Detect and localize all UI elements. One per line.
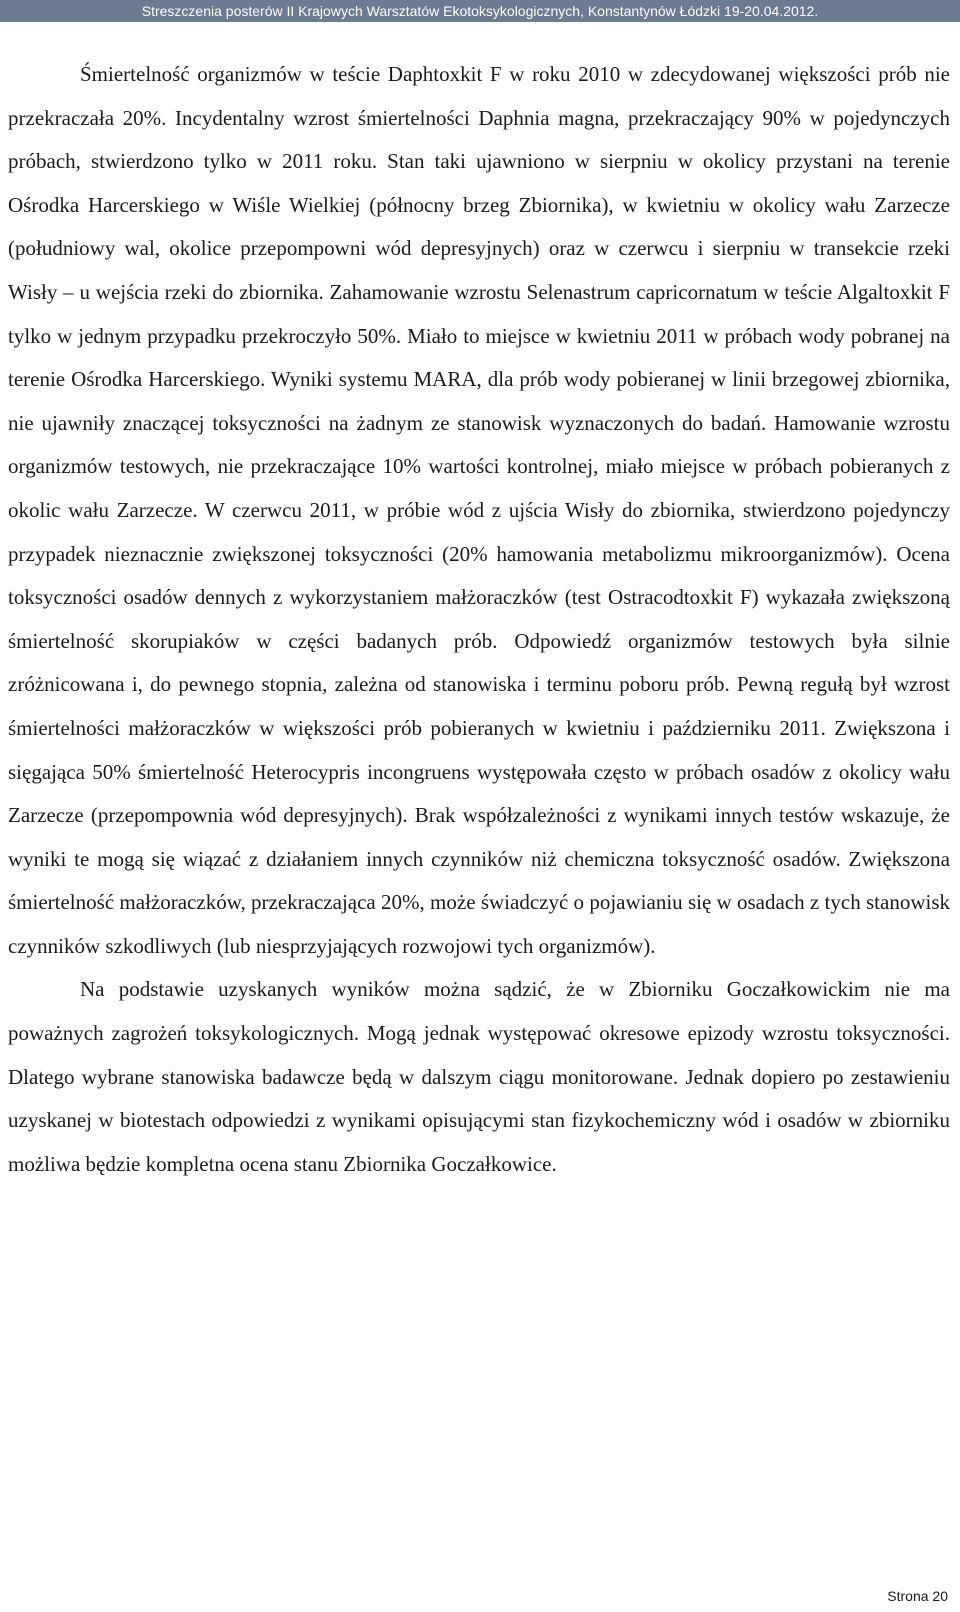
- running-header: Streszczenia posterów II Krajowych Warsztatów Ekotoksykologicznych, Konstantynów Łódzki 19-20.04.2012.: [0, 0, 960, 22]
- document-body: [8, 53, 950, 1186]
- body-paragraph-1: Śmiertelność organizmów w teście Daphtoxkit F w roku 2010 w zdecydowanej większości prób nie przekraczała 20%. Incydentalny wzrost śmiertelności Daphnia magna, przekraczający 90% w pojedynczych próbach, stwierdzono tylko w 2011 roku. Stan taki ujawniono w sierpniu w okolicy przystani na terenie Ośrodka Harcerskiego w Wiśle Wielkiej (północny brzeg Zbiornika), w kwietniu w okolicy wału Zarzecze (południowy wal, okolice przepompowni wód depresyjnych) oraz w czerwcu i sierpniu w transekcie rzeki Wisły – u wejścia rzeki do zbiornika. Zahamowanie wzrostu Selenastrum capricornatum w teście Algaltoxkit F tylko w jednym przypadku przekroczyło 50%. Miało to miejsce w kwietniu 2011 w próbach wody pobranej na terenie Ośrodka Harcerskiego. Wyniki systemu MARA, dla prób wody pobieranej w linii brzegowej zbiornika, nie ujawniły znaczącej toksyczności na żadnym ze stanowisk wyznaczonych do badań. Hamowanie wzrostu organizmów testowych, nie przekraczające 10% wartości kontrolnej, miało miejsce w próbach pobieranych z okolic wału Zarzecze. W czerwcu 2011, w próbie wód z ujścia Wisły do zbiornika, stwierdzono pojedynczy przypadek nieznacznie zwiększonej toksyczności (20% hamowania metabolizmu mikroorganizmów). Ocena toksyczności osadów dennych z wykorzystaniem małżoraczków (test Ostracodtoxkit F) wykazała zwiększoną śmiertelność skorupiaków w części badanych prób. Odpowiedź organizmów testowych była silnie zróżnicowana i, do pewnego stopnia, zależna od stanowiska i terminu poboru prób. Pewną regułą był wzrost śmiertelności małżoraczków w większości prób pobieranych w kwietniu i październiku 2011. Zwiększona i sięgająca 50% śmiertelność Heterocypris incongruens występowała często w próbach osadów z okolicy wału Zarzecze (przepompownia wód depresyjnych). Brak współzależności z wynikami innych testów wskazuje, że wyniki te mogą się wiązać z działaniem innych czynników niż chemiczna toksyczność osadów. Zwiększona śmiertelność małżoraczków, przekraczająca 20%, może świadczyć o pojawianiu się w osadach z tych stanowisk czynników szkodliwych (lub niesprzyjających rozwojowi tych organizmów).: [8, 62, 950, 958]
- body-paragraph-2: Na podstawie uzyskanych wyników można sądzić, że w Zbiorniku Goczałkowickim nie ma poważnych zagrożeń toksykologicznych. Mogą jednak występować okresowe epizody wzrostu toksyczności. Dlatego wybrane stanowiska badawcze będą w dalszym ciągu monitorowane. Jednak dopiero po zestawieniu uzyskanej w biotestach odpowiedzi z wynikami opisującymi stan fizykochemiczny wód i osadów w zbiorniku możliwa będzie kompletna ocena stanu Zbiornika Goczałkowice.: [8, 977, 950, 1176]
- page-number: Strona 20: [887, 1588, 948, 1604]
